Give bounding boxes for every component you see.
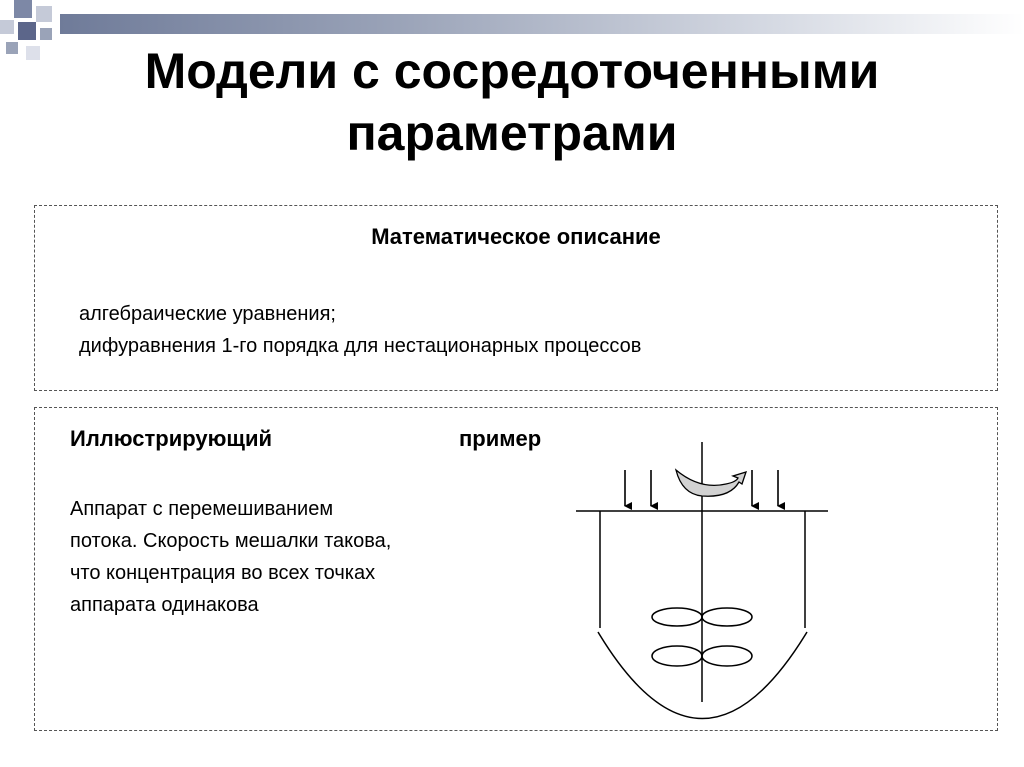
title-line-2: параметрами bbox=[346, 105, 678, 161]
description-line: Аппарат с перемешиванием bbox=[70, 498, 334, 520]
math-heading: Математическое описание bbox=[371, 224, 661, 249]
math-item: дифуравнения 1-го порядка для нестационарных процессов bbox=[79, 335, 642, 357]
math-description-box bbox=[34, 205, 998, 391]
example-heading-left: Иллюстрирующий bbox=[70, 426, 273, 451]
deco-square bbox=[40, 28, 52, 40]
deco-square bbox=[36, 6, 52, 22]
page-title bbox=[0, 40, 1024, 164]
deco-square bbox=[14, 0, 32, 18]
deco-square bbox=[18, 22, 36, 40]
stirred-tank-reactor-icon bbox=[570, 440, 840, 725]
example-heading-right: пример bbox=[459, 426, 542, 451]
description-line: аппарата одинакова bbox=[70, 594, 259, 616]
description-line: что концентрация во всех точках bbox=[70, 562, 376, 584]
example-box bbox=[34, 407, 998, 731]
header-gradient-bar bbox=[60, 14, 1024, 34]
deco-square bbox=[0, 20, 14, 34]
math-item: алгебраические уравнения; bbox=[79, 303, 336, 325]
rotation-arrow bbox=[676, 470, 746, 496]
title-line-1: Модели с сосредоточенными bbox=[144, 43, 880, 99]
description-line: потока. Скорость мешалки такова, bbox=[70, 530, 392, 552]
